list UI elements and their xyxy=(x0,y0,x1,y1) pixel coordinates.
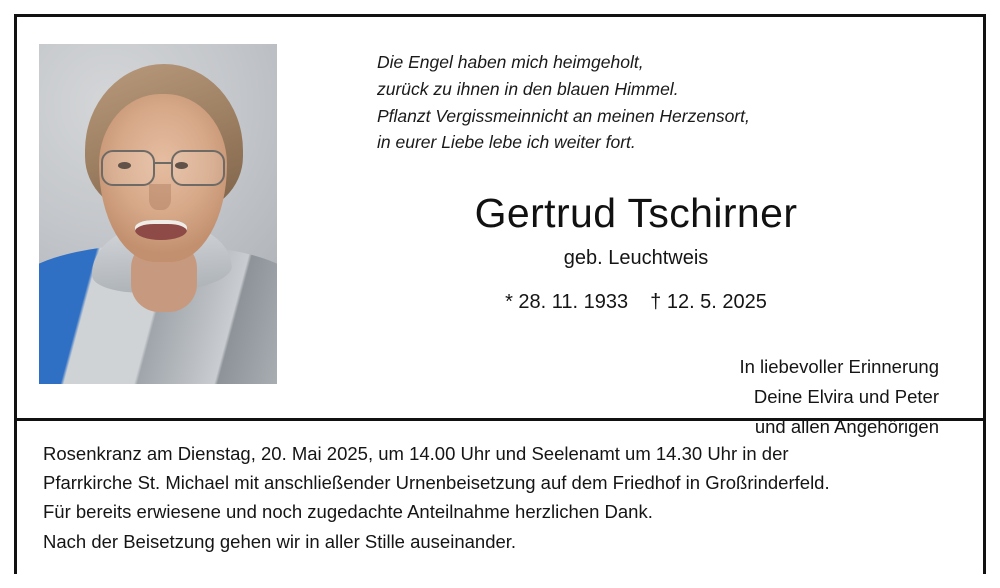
service-line: Pfarrkirche St. Michael mit anschließender Urnenbeisetzung auf dem Friedhof in Großrinderfeld. xyxy=(43,472,830,494)
portrait-photo xyxy=(39,44,277,384)
notice-frame xyxy=(14,14,986,574)
photo-mouth xyxy=(135,220,187,240)
memory-line: Deine Elvira und Peter xyxy=(753,386,939,408)
verse-block xyxy=(311,49,961,156)
glasses-icon xyxy=(99,150,227,184)
portrait-container xyxy=(39,35,277,384)
memory-block xyxy=(311,352,961,442)
photo-glasses-bridge xyxy=(153,162,173,164)
service-details xyxy=(17,421,983,566)
death-date: † 12. 5. 2025 xyxy=(650,291,767,314)
bottom-spacer xyxy=(43,556,957,566)
verse-line: in eurer Liebe lebe ich weiter fort. xyxy=(377,132,636,153)
memory-line: In liebevoller Erinnerung xyxy=(739,356,939,378)
service-line: Rosenkranz am Dienstag, 20. Mai 2025, um 14.00 Uhr und Seelenamt um 14.30 Uhr in der xyxy=(43,443,789,464)
upper-section xyxy=(17,17,983,438)
memory-line: und allen Angehörigen xyxy=(754,416,939,438)
text-column xyxy=(277,35,961,442)
verse-line: zurück zu ihnen in den blauen Himmel. xyxy=(377,78,679,99)
verse-line: Die Engel haben mich heimgeholt, xyxy=(377,52,644,72)
photo-lens-right xyxy=(171,150,225,186)
photo-lens-left xyxy=(101,150,155,186)
service-line: Nach der Beisetzung gehen wir in aller Stille auseinander. xyxy=(43,530,517,552)
birth-date: * 28. 11. 1933 xyxy=(505,291,629,314)
deceased-name: Gertrud Tschirner xyxy=(474,190,798,237)
life-dates xyxy=(311,291,961,314)
verse-line: Pflanzt Vergissmeinnicht an meinen Herzensort, xyxy=(377,105,750,126)
maiden-name: geb. Leuchtweis xyxy=(563,247,709,270)
photo-nose xyxy=(149,184,171,210)
service-line: Für bereits erwiesene und noch zugedachte Anteilnahme herzlichen Dank. xyxy=(43,501,653,523)
